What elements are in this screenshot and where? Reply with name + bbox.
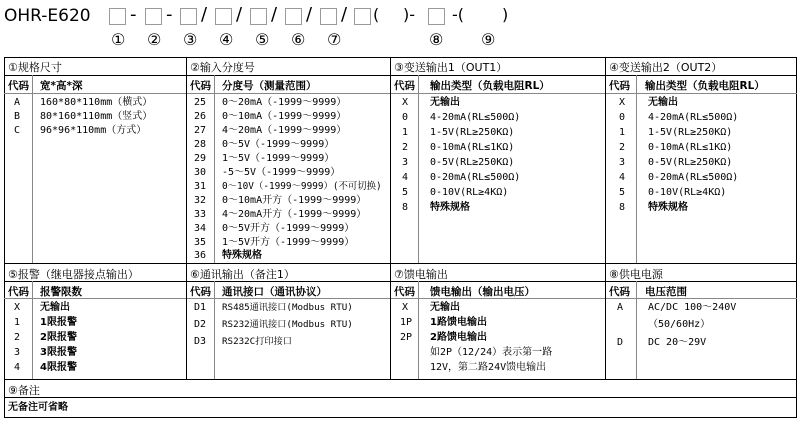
model-code: OHR-E620 bbox=[4, 6, 91, 26]
col-header-code: 代码 bbox=[394, 80, 415, 92]
row-divider bbox=[4, 263, 797, 264]
comm-desc: RS232C打印接口 bbox=[222, 336, 292, 347]
col-header-code: 代码 bbox=[8, 286, 29, 298]
col-header-code: 代码 bbox=[394, 286, 415, 298]
slot-4-box bbox=[215, 8, 232, 25]
slot-7-box bbox=[320, 8, 337, 25]
feed-code: X bbox=[402, 302, 409, 313]
input-code: 36 bbox=[194, 250, 207, 261]
alarm-desc: 3限报警 bbox=[40, 347, 77, 358]
section-title-out1: ③变送输出1（OUT1） bbox=[394, 61, 508, 74]
col-header-code: 代码 bbox=[190, 80, 211, 92]
out1-desc: 4-20mA(RL≤500Ω) bbox=[430, 112, 521, 123]
col-header-desc: 输出类型（负载电阻RL） bbox=[430, 80, 550, 92]
separator: - bbox=[166, 4, 173, 25]
alarm-code: 1 bbox=[14, 317, 21, 328]
section-title-size: ①规格尺寸 bbox=[8, 61, 62, 74]
power-desc: （50/60Hz） bbox=[648, 319, 711, 330]
out2-desc: 0-5V(RL≥250KΩ) bbox=[648, 157, 733, 168]
input-code: 31 bbox=[194, 181, 207, 192]
input-code: 34 bbox=[194, 223, 207, 234]
slot-5-box bbox=[250, 8, 267, 25]
col-header-desc: 报警限数 bbox=[40, 286, 82, 298]
out1-desc: 0-10mA(RL≤1KΩ) bbox=[430, 142, 515, 153]
col-header-code: 代码 bbox=[609, 286, 630, 298]
out1-desc: 1-5V(RL≥250KΩ) bbox=[430, 127, 515, 138]
out1-desc: 特殊规格 bbox=[430, 202, 470, 213]
out2-code: 0 bbox=[619, 112, 626, 123]
col-header-code: 代码 bbox=[8, 80, 29, 92]
alarm-code: 3 bbox=[14, 347, 21, 358]
code-col-divider bbox=[636, 281, 637, 379]
section-title-out2: ④变送输出2（OUT2） bbox=[609, 61, 723, 74]
separator: / bbox=[341, 4, 348, 25]
col-header-code: 代码 bbox=[190, 286, 211, 298]
input-desc: 0～10V（-1999～9999）(不可切换) bbox=[222, 181, 382, 192]
col-header-code: 代码 bbox=[609, 80, 630, 92]
marker-7: ⑦ bbox=[327, 30, 342, 49]
slot-1-box bbox=[109, 8, 126, 25]
feed-desc: 2路馈电输出 bbox=[430, 332, 487, 343]
code-col-divider bbox=[32, 75, 33, 263]
input-desc: 0～10mA（-1999～9999） bbox=[222, 111, 347, 122]
out2-desc: 0-10V(RL≥4KΩ) bbox=[648, 187, 727, 198]
col-header-desc: 馈电输出（输出电压） bbox=[430, 286, 535, 298]
size-code: A bbox=[14, 97, 21, 108]
code-col-divider bbox=[636, 75, 637, 263]
feed-code: 1P bbox=[400, 317, 413, 328]
row-divider bbox=[4, 75, 797, 76]
col-header-desc: 输出类型（负载电阻RL） bbox=[645, 80, 765, 92]
slot-3-box bbox=[180, 8, 197, 25]
slot-8-box bbox=[428, 8, 445, 25]
slot-7b-box bbox=[354, 8, 371, 25]
separator: / bbox=[306, 4, 313, 25]
size-code: C bbox=[14, 125, 21, 136]
comm-code: D3 bbox=[194, 336, 207, 347]
out1-desc: 0-20mA(RL≤500Ω) bbox=[430, 172, 521, 183]
feed-desc: 无输出 bbox=[430, 302, 460, 313]
out2-code: 3 bbox=[619, 157, 626, 168]
marker-8: ⑧ bbox=[429, 30, 444, 49]
input-desc: 1～5V开方（-1999～9999） bbox=[222, 237, 355, 248]
comm-code: D1 bbox=[194, 302, 207, 313]
size-desc: 80*160*110mm（竖式） bbox=[40, 111, 153, 122]
col-divider bbox=[605, 57, 606, 379]
slot-2-box bbox=[145, 8, 162, 25]
feed-desc: 1路馈电输出 bbox=[430, 317, 487, 328]
out1-code: 5 bbox=[402, 187, 409, 198]
row-divider bbox=[4, 379, 797, 380]
size-desc: 160*80*110mm（横式） bbox=[40, 97, 153, 108]
out2-code: 4 bbox=[619, 172, 626, 183]
marker-5: ⑤ bbox=[255, 30, 270, 49]
separator: / bbox=[271, 4, 278, 25]
close-paren: ) bbox=[502, 5, 509, 24]
out1-code: 1 bbox=[402, 127, 409, 138]
code-col-divider bbox=[214, 281, 215, 379]
feed-code: 2P bbox=[400, 332, 413, 343]
separator: - bbox=[130, 4, 137, 25]
open-paren: ( bbox=[373, 5, 380, 24]
power-code: D bbox=[617, 337, 624, 348]
out1-code: 0 bbox=[402, 112, 409, 123]
input-code: 33 bbox=[194, 209, 207, 220]
out2-code: 5 bbox=[619, 187, 626, 198]
input-desc: 0～10mA开方（-1999～9999） bbox=[222, 195, 367, 206]
input-desc: 0～5V开方（-1999～9999） bbox=[222, 223, 355, 234]
input-desc: 0～20mA（-1999～9999） bbox=[222, 97, 347, 108]
out1-code: 8 bbox=[402, 202, 409, 213]
col-header-desc: 电压范围 bbox=[645, 286, 687, 298]
input-code: 28 bbox=[194, 139, 207, 150]
out1-code: X bbox=[402, 97, 409, 108]
alarm-code: 4 bbox=[14, 362, 21, 373]
section-title-alarm: ⑤报警（继电器接点输出） bbox=[8, 268, 139, 281]
close-paren: )- bbox=[403, 5, 416, 24]
section-title-feed: ⑦馈电输出 bbox=[394, 268, 448, 281]
out2-code: X bbox=[619, 97, 626, 108]
section-title-comm: ⑥通讯输出（备注1） bbox=[190, 268, 295, 281]
power-desc: AC/DC 100～240V bbox=[648, 302, 737, 313]
feed-note: 12V，第二路24V馈电输出 bbox=[430, 362, 547, 373]
input-code: 29 bbox=[194, 153, 207, 164]
input-code: 25 bbox=[194, 97, 207, 108]
alarm-code: X bbox=[14, 302, 21, 313]
alarm-desc: 2限报警 bbox=[40, 332, 77, 343]
alarm-desc: 无输出 bbox=[40, 302, 70, 313]
marker-1: ① bbox=[111, 30, 126, 49]
out2-desc: 0-10mA(RL≤1KΩ) bbox=[648, 142, 733, 153]
out1-code: 4 bbox=[402, 172, 409, 183]
marker-4: ④ bbox=[219, 30, 234, 49]
out2-desc: 特殊规格 bbox=[648, 202, 688, 213]
feed-note: 如2P（12/24）表示第一路 bbox=[430, 347, 553, 358]
code-col-divider bbox=[418, 281, 419, 379]
input-desc: 4～20mA（-1999～9999） bbox=[222, 125, 347, 136]
power-code: A bbox=[617, 302, 624, 313]
out2-desc: 无输出 bbox=[648, 97, 678, 108]
input-code: 32 bbox=[194, 195, 207, 206]
comm-desc: RS485通讯接口(Modbus RTU) bbox=[222, 302, 353, 313]
slot-6-box bbox=[285, 8, 302, 25]
out2-code: 2 bbox=[619, 142, 626, 153]
separator: / bbox=[236, 4, 243, 25]
out2-desc: 1-5V(RL≥250KΩ) bbox=[648, 127, 733, 138]
out1-code: 3 bbox=[402, 157, 409, 168]
out1-desc: 0-10V(RL≥4KΩ) bbox=[430, 187, 509, 198]
power-desc: DC 20～29V bbox=[648, 337, 707, 348]
row-divider bbox=[4, 397, 797, 398]
alarm-code: 2 bbox=[14, 332, 21, 343]
out2-desc: 0-20mA(RL≤500Ω) bbox=[648, 172, 739, 183]
code-col-divider bbox=[214, 75, 215, 263]
separator: / bbox=[201, 4, 208, 25]
out1-desc: 无输出 bbox=[430, 97, 460, 108]
input-desc: 4～20mA开方（-1999～9999） bbox=[222, 209, 367, 220]
col-divider bbox=[186, 57, 187, 379]
remark-text: 无备注可省略 bbox=[8, 402, 68, 413]
code-col-divider bbox=[32, 281, 33, 379]
out2-desc: 4-20mA(RL≤500Ω) bbox=[648, 112, 739, 123]
col-header-desc: 分度号（测量范围） bbox=[222, 80, 317, 92]
input-code: 35 bbox=[194, 237, 207, 248]
out2-code: 8 bbox=[619, 202, 626, 213]
col-header-desc: 通讯接口（通讯协议） bbox=[222, 286, 327, 298]
input-desc: 1～5V（-1999～9999） bbox=[222, 153, 335, 164]
marker-2: ② bbox=[147, 30, 162, 49]
comm-desc: RS232通讯接口(Modbus RTU) bbox=[222, 319, 353, 330]
code-col-divider bbox=[418, 75, 419, 263]
row-divider bbox=[4, 93, 797, 94]
col-header-desc: 宽*高*深 bbox=[40, 80, 83, 92]
out2-code: 1 bbox=[619, 127, 626, 138]
marker-6: ⑥ bbox=[291, 30, 306, 49]
section-title-power: ⑧供电电源 bbox=[609, 268, 663, 281]
alarm-desc: 4限报警 bbox=[40, 362, 77, 373]
input-code: 27 bbox=[194, 125, 207, 136]
input-desc: 特殊规格 bbox=[222, 250, 262, 261]
input-desc: -5～5V（-1999～9999） bbox=[222, 167, 341, 178]
marker-3: ③ bbox=[183, 30, 198, 49]
size-desc: 96*96*110mm（方式） bbox=[40, 125, 147, 136]
input-code: 26 bbox=[194, 111, 207, 122]
input-code: 30 bbox=[194, 167, 207, 178]
col-divider bbox=[390, 57, 391, 379]
section-title-remark: ⑨备注 bbox=[8, 384, 40, 397]
out1-code: 2 bbox=[402, 142, 409, 153]
marker-9: ⑨ bbox=[481, 30, 496, 49]
size-code: B bbox=[14, 111, 21, 122]
alarm-desc: 1限报警 bbox=[40, 317, 77, 328]
section-title-input: ②输入分度号 bbox=[190, 61, 255, 74]
comm-code: D2 bbox=[194, 319, 207, 330]
open-paren: -( bbox=[452, 5, 465, 24]
input-desc: 0～5V（-1999～9999） bbox=[222, 139, 335, 150]
out1-desc: 0-5V(RL≥250KΩ) bbox=[430, 157, 515, 168]
